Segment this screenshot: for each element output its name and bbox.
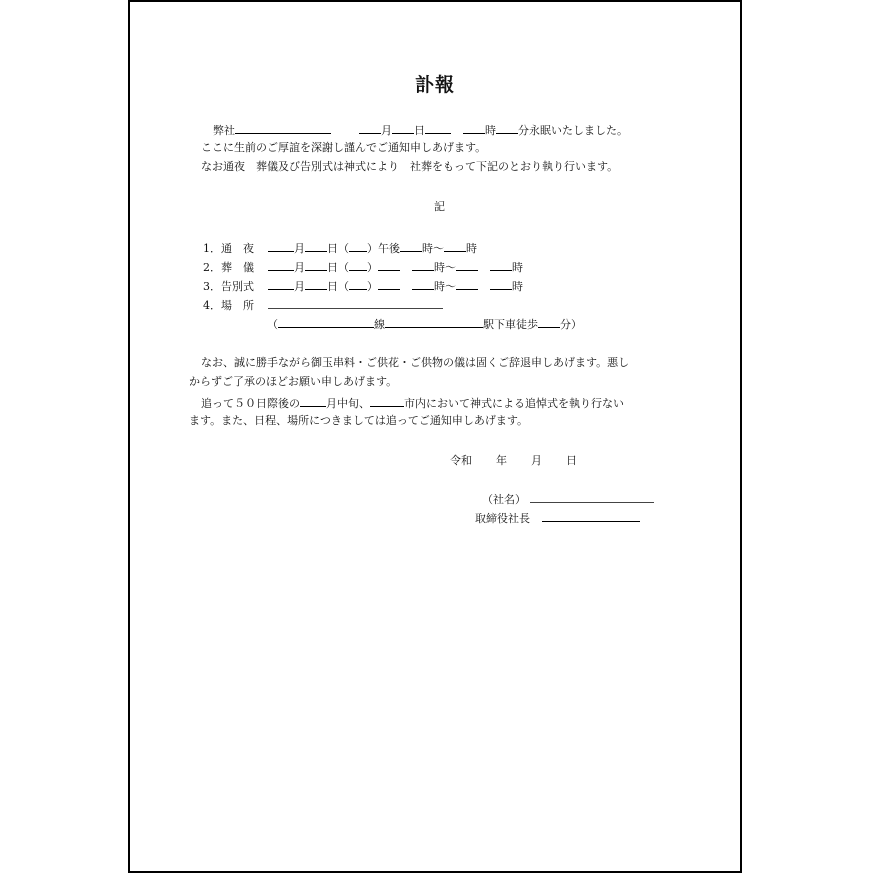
paren-open: （ [338,261,349,274]
month-word: 月 [294,242,305,255]
hour-tilde-word: 時～ [434,261,456,274]
farewell-start-hour-blank[interactable] [412,278,434,290]
death-month-blank[interactable] [359,122,381,134]
funeral-end-hour-blank[interactable] [490,259,512,271]
company-label: （社名） [482,493,526,506]
farewell-ampm-blank[interactable] [378,278,400,290]
memorial-intro: 追って５０日際後の [201,397,300,410]
year-word: 年 [496,454,507,467]
afternoon-word: 午後 [378,242,400,255]
walk-minutes-blank[interactable] [538,316,560,328]
day-word: 日 [327,280,338,293]
day-word: 日 [414,124,425,137]
day-word: 日 [327,242,338,255]
minutes-word: 分） [560,318,582,331]
month-word: 月 [381,124,392,137]
funeral-weekday-blank[interactable] [349,259,367,271]
wake-day-blank[interactable] [305,240,327,252]
wake-end-hour-blank[interactable] [444,240,466,252]
death-hour-blank[interactable] [463,122,485,134]
closing-p1-line-1: なお、誠に勝手ながら御玉串料・ご供花・ご供物の儀は固くご辞退申しあげます。悪し [201,356,630,369]
farewell-day-blank[interactable] [305,278,327,290]
funeral-month-blank[interactable] [268,259,294,271]
closing-p2-line-1 [201,395,624,411]
funeral-day-blank[interactable] [305,259,327,271]
day-word: 日 [327,261,338,274]
date-line [450,454,577,468]
company-word: 弊社 [213,124,235,137]
access-line [267,316,582,332]
wake-month-blank[interactable] [268,240,294,252]
item-funeral [203,259,523,275]
hour-tilde-word: 時～ [434,280,456,293]
paren-close: ） [367,242,378,255]
deceased-name-blank[interactable] [235,122,331,134]
president-line [475,510,640,526]
farewell-month-blank[interactable] [268,278,294,290]
station-blank[interactable] [385,316,483,328]
farewell-label: 3．告別式 [203,280,254,293]
item-place [203,297,443,313]
paren-open: （ [267,318,278,331]
memorial-month-blank[interactable] [300,395,326,407]
railway-line-blank[interactable] [278,316,374,328]
notice-line-1 [213,122,628,138]
president-label: 取締役社長 [475,512,530,525]
month-word: 月 [294,280,305,293]
funeral-ampm-blank[interactable] [378,259,400,271]
wake-label: 1．通 夜 [203,242,254,255]
line-word: 線 [374,318,385,331]
hour-word: 時 [466,242,477,255]
funeral-start-hour-blank[interactable] [412,259,434,271]
paren-close: ） [367,261,378,274]
notice-line-3: なお通夜 葬儀及び告別式は神式により 社葬をもって下記のとおり執り行います。 [201,160,619,173]
paren-open: （ [338,280,349,293]
president-name-blank[interactable] [542,510,640,522]
era-word: 令和 [450,454,472,467]
death-extra-blank[interactable] [425,122,451,134]
death-minute-blank[interactable] [496,122,518,134]
death-day-blank[interactable] [392,122,414,134]
wake-start-hour-blank[interactable] [400,240,422,252]
wake-weekday-blank[interactable] [349,240,367,252]
paren-open: （ [338,242,349,255]
hour-word: 時 [512,280,523,293]
place-label: 4．場 所 [203,299,254,312]
farewell-end-ampm-blank[interactable] [456,278,478,290]
hour-word: 時 [512,261,523,274]
company-name-line [482,491,654,507]
funeral-end-ampm-blank[interactable] [456,259,478,271]
minute-text: 分永眠いたしました。 [518,124,628,137]
mid-month-word: 月中旬、 [326,397,370,410]
memorial-city-blank[interactable] [370,395,404,407]
hour-word: 時 [485,124,496,137]
month-word: 月 [531,454,542,467]
day-word: 日 [566,454,577,467]
item-wake [203,240,477,256]
closing-p1-line-2: からずご了承のほどお願い申しあげます。 [189,375,398,388]
closing-p2-line-2: ます。また、日程、場所につきましては追ってご通知申しあげます。 [189,414,529,427]
memorial-text: 市内において神式による追悼式を執り行ない [404,397,624,410]
farewell-weekday-blank[interactable] [349,278,367,290]
notice-line-2: ここに生前のご厚誼を深謝し謹んでご通知申しあげます。 [201,141,487,154]
hour-tilde-word: 時～ [422,242,444,255]
month-word: 月 [294,261,305,274]
ki-heading: 記 [434,200,445,213]
place-blank[interactable] [268,297,443,309]
document-page [128,0,742,873]
funeral-label: 2．葬 儀 [203,261,254,274]
document-title: 訃報 [414,74,455,96]
item-farewell [203,278,523,294]
company-name-blank[interactable] [530,491,654,503]
station-walk-word: 駅下車徒歩 [483,318,538,331]
paren-close: ） [367,280,378,293]
farewell-end-hour-blank[interactable] [490,278,512,290]
